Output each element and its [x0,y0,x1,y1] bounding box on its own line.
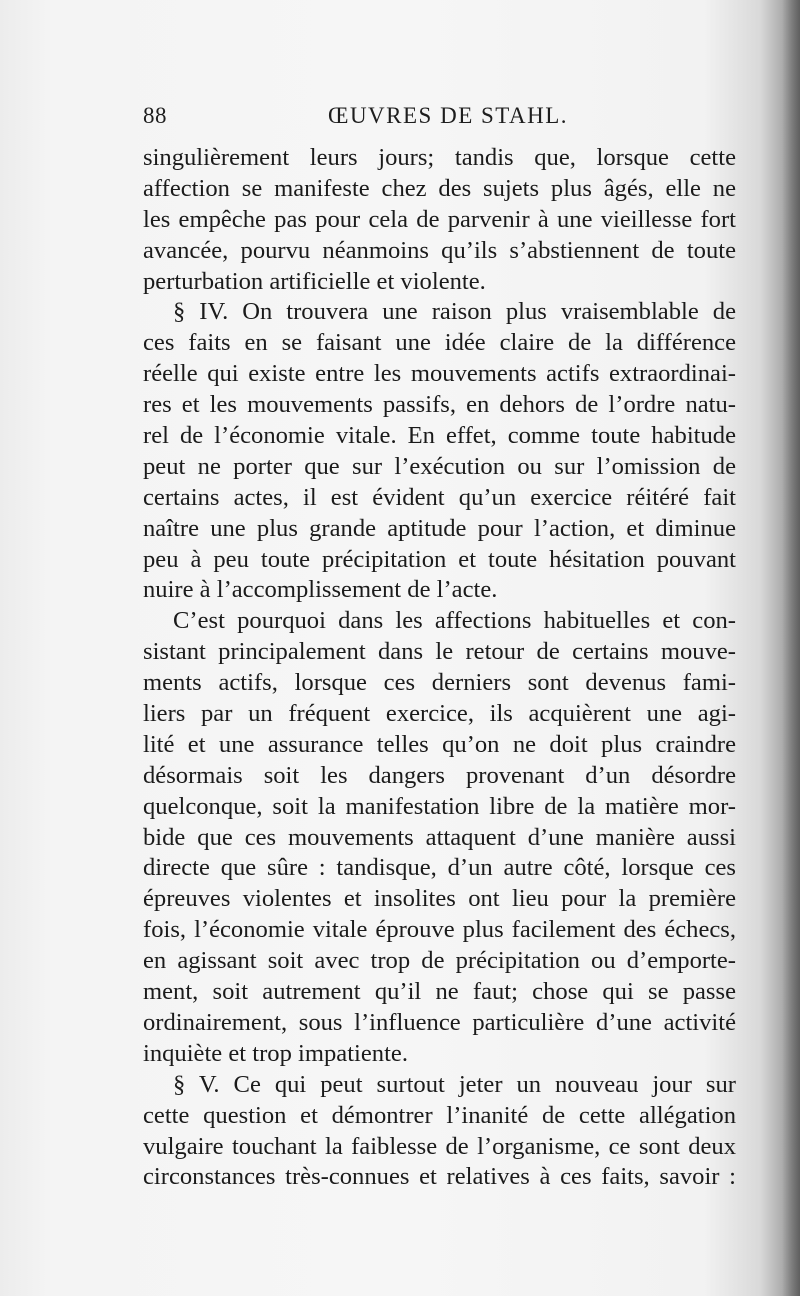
text-line: les empêche pas pour cela de parvenir à une vieillesse fort [143,205,736,233]
body-text [143,143,736,1193]
text-line: affection se manifeste chez des sujets plus âgés, elle ne [143,174,736,202]
text-line: peu à peu toute précipitation et toute hésitation pouvant [143,545,736,573]
text-line: singulièrement leurs jours; tandis que, lorsque cette [143,144,736,171]
running-head [143,103,735,137]
section-iv-line: § IV. On trouvera une raison plus vraisemblable de [173,298,736,326]
text-line: épreuves violentes et insolites ont lieu pour la première [143,885,736,913]
text-line: ment, soit autrement qu’il ne faut; chose qui se passe [143,978,736,1006]
paragraph-start-line: C’est pourquoi dans les affections habituelles et con- [173,607,736,635]
text-line: en agissant soit avec trop de précipitation ou d’emporte- [143,947,736,975]
text-line: ments actifs, lorsque ces derniers sont devenus fami- [143,669,736,697]
text-line: res et les mouvements passifs, en dehors de l’ordre natu- [143,391,736,419]
text-line: naître une plus grande aptitude pour l’action, et diminue [143,514,736,542]
text-line: quelconque, soit la manifestation libre de la matière mor- [143,792,736,820]
text-line: rel de l’économie vitale. En effet, comme toute habitude [143,422,736,450]
text-line: perturbation artificielle et violente. [143,267,486,295]
text-line: peut ne porter que sur l’exécution ou sur l’omission de [143,452,736,480]
page-edge-shadow [782,0,800,1296]
text-line: fois, l’économie vitale éprouve plus facilement des échecs, [143,916,736,944]
text-line: inquiète et trop impatiente. [143,1039,408,1067]
text-line: cette question et démontrer l’inanité de cette allégation [143,1101,736,1129]
text-line: nuire à l’accomplissement de l’acte. [143,576,498,604]
text-line: ordinairement, sous l’influence particulière d’une activité [143,1008,736,1036]
text-line: réelle qui existe entre les mouvements actifs extraordinai- [143,360,736,388]
text-line: vulgaire touchant la faiblesse de l’organisme, ce sont deux [143,1132,736,1160]
text-line: sistant principalement dans le retour de certains mouve- [143,638,736,666]
section-v-line: § V. Ce qui peut surtout jeter un nouveau jour sur [173,1070,736,1098]
text-line: désormais soit les dangers provenant d’un désordre [143,761,736,789]
text-line: circonstances très-connues et relatives à ces faits, savoir : [143,1163,736,1191]
running-title: ŒUVRES DE STAHL. [328,103,569,128]
text-line: avancée, pourvu néanmoins qu’ils s’abstiennent de toute [143,236,736,264]
text-line: certains actes, il est évident qu’un exercice réitéré fait [143,483,736,511]
page-number: 88 [143,103,167,128]
text-line: bide que ces mouvements attaquent d’une manière aussi [143,823,736,851]
text-line: directe que sûre : tandisque, d’un autre côté, lorsque ces [143,854,736,882]
text-line: ces faits en se faisant une idée claire de la différence [143,329,736,357]
text-line: lité et une assurance telles qu’on ne doit plus craindre [143,730,736,758]
text-line: liers par un fréquent exercice, ils acquièrent une agi- [143,700,736,728]
